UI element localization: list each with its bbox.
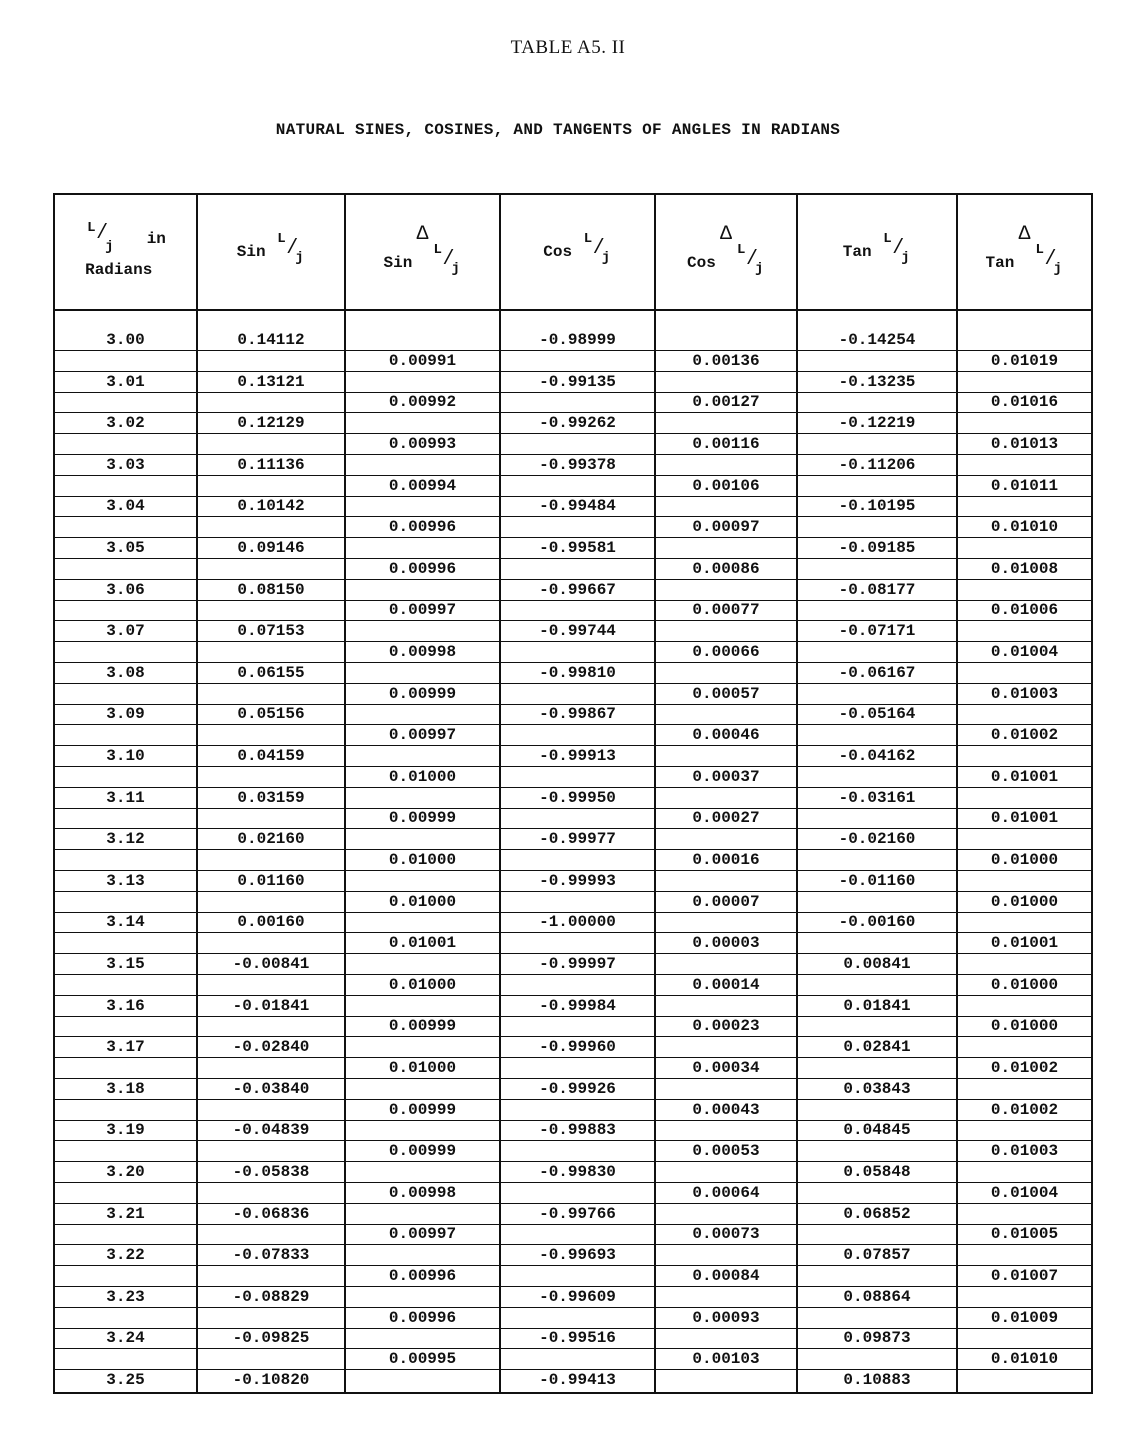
sin-value: 0.07153 — [237, 622, 305, 640]
column-divider — [654, 193, 656, 1394]
delta-sin-value: 0.00996 — [388, 560, 457, 578]
delta-sin-value: 0.00996 — [388, 1267, 457, 1285]
cos-value: -0.99581 — [539, 539, 616, 557]
tan-value: 0.04845 — [843, 1121, 911, 1139]
angle-value: 3.02 — [106, 414, 145, 432]
header-cos: Cos L / j — [543, 231, 611, 266]
angle-value: 3.24 — [106, 1329, 145, 1347]
delta-cos-value: 0.00103 — [692, 1350, 760, 1368]
tan-value: -0.09185 — [838, 539, 916, 557]
sin-value: 0.08150 — [237, 581, 305, 599]
header-divider — [53, 309, 1093, 311]
delta-tan-value: 0.01001 — [990, 809, 1059, 827]
delta-sin-value: 0.01000 — [388, 976, 457, 994]
row-rule — [55, 724, 1091, 725]
delta-cos-value: 0.00037 — [692, 768, 760, 786]
cos-value: -0.98999 — [539, 331, 616, 349]
row-rule — [55, 1328, 1091, 1329]
row-rule — [55, 412, 1091, 413]
tan-value: 0.05848 — [843, 1163, 911, 1181]
delta-sin-value: 0.00999 — [388, 1142, 457, 1160]
delta-cos-value: 0.00053 — [692, 1142, 760, 1160]
delta-sin-value: 0.01000 — [388, 851, 457, 869]
delta-cos-value: 0.00093 — [692, 1309, 760, 1327]
delta-tan-value: 0.01000 — [990, 976, 1059, 994]
sin-value: -0.02840 — [232, 1038, 310, 1056]
cos-value: -0.99378 — [539, 456, 616, 474]
sin-value: 0.13121 — [237, 373, 305, 391]
delta-icon: Δ — [416, 223, 429, 246]
cos-value: -0.99766 — [539, 1205, 616, 1223]
row-rule — [55, 1348, 1091, 1349]
frac-denominator: j — [901, 250, 910, 266]
header-in: in — [146, 230, 166, 249]
cos-value: -1.00000 — [539, 913, 616, 931]
row-rule — [55, 641, 1091, 642]
delta-tan-value: 0.01003 — [990, 685, 1059, 703]
delta-cos-value: 0.00097 — [692, 518, 760, 536]
angle-value: 3.20 — [106, 1163, 145, 1181]
delta-tan-value: 0.01016 — [990, 393, 1059, 411]
delta-tan-value: 0.01002 — [990, 1101, 1059, 1119]
header-delta-cos: Δ Cos L / j — [686, 223, 764, 277]
delta-cos-value: 0.00106 — [692, 477, 760, 495]
cos-value: -0.99135 — [539, 373, 616, 391]
row-rule — [55, 1140, 1091, 1141]
delta-sin-value: 0.00993 — [388, 435, 457, 453]
tan-value: -0.03161 — [838, 789, 916, 807]
sin-value: 0.02160 — [237, 830, 305, 848]
tan-value: -0.13235 — [838, 373, 916, 391]
sin-value: 0.10142 — [237, 497, 305, 515]
row-rule — [55, 808, 1091, 809]
row-rule — [55, 953, 1091, 954]
delta-tan-value: 0.01001 — [990, 934, 1059, 952]
angle-value: 3.05 — [106, 539, 145, 557]
row-rule — [55, 891, 1091, 892]
header-tan-label: Tan — [842, 243, 872, 261]
delta-cos-value: 0.00084 — [692, 1267, 760, 1285]
delta-cos-value: 0.00043 — [692, 1101, 760, 1119]
delta-sin-value: 0.00995 — [388, 1350, 457, 1368]
row-rule — [55, 516, 1091, 517]
row-rule — [55, 766, 1091, 767]
angle-value: 3.15 — [106, 955, 145, 973]
row-rule — [55, 475, 1091, 476]
angle-value: 3.00 — [106, 331, 145, 349]
angle-value: 3.19 — [106, 1121, 145, 1139]
delta-cos-value: 0.00046 — [692, 726, 760, 744]
header-angle — [55, 195, 196, 309]
cos-value: -0.99913 — [539, 747, 616, 765]
tan-value: 0.09873 — [843, 1329, 911, 1347]
cos-value: -0.99997 — [539, 955, 616, 973]
delta-cos-value: 0.00003 — [692, 934, 760, 952]
row-rule — [55, 1265, 1091, 1266]
delta-icon: Δ — [1018, 223, 1031, 246]
column-divider — [344, 193, 346, 1394]
header-delta-sin-label: Sin — [383, 254, 413, 273]
angle-value: 3.04 — [106, 497, 145, 515]
sin-value: -0.08829 — [232, 1288, 310, 1306]
cos-value: -0.99609 — [539, 1288, 616, 1306]
row-rule — [55, 745, 1091, 746]
row-rule — [55, 537, 1091, 538]
tan-value: -0.05164 — [838, 705, 916, 723]
row-rule — [55, 350, 1091, 351]
header-delta-tan-label: Tan — [985, 254, 1015, 273]
row-rule — [55, 1099, 1091, 1100]
row-rule — [55, 704, 1091, 705]
cos-value: -0.99744 — [539, 622, 616, 640]
row-rule — [55, 1182, 1091, 1183]
sin-value: 0.04159 — [237, 747, 305, 765]
cos-value: -0.99993 — [539, 872, 616, 890]
row-rule — [55, 496, 1091, 497]
sin-value: 0.11136 — [237, 456, 305, 474]
row-rule — [55, 1120, 1091, 1121]
frac-denominator: j — [105, 239, 114, 255]
row-rule — [55, 1036, 1091, 1037]
header-sin-label: Sin — [236, 243, 266, 261]
tan-value: 0.03843 — [843, 1080, 911, 1098]
cos-value: -0.99262 — [539, 414, 616, 432]
sin-value: -0.10820 — [232, 1371, 310, 1389]
sin-value: 0.06155 — [237, 664, 305, 682]
sin-value: 0.00160 — [237, 913, 305, 931]
delta-sin-value: 0.00998 — [388, 643, 457, 661]
row-rule — [55, 932, 1091, 933]
sin-value: -0.05838 — [232, 1163, 310, 1181]
row-rule — [55, 1016, 1091, 1017]
delta-cos-value: 0.00064 — [692, 1184, 760, 1202]
delta-sin-value: 0.01000 — [388, 1059, 457, 1077]
delta-cos-value: 0.00127 — [692, 393, 760, 411]
row-rule — [55, 600, 1091, 601]
delta-cos-value: 0.00023 — [692, 1017, 760, 1035]
angle-value: 3.21 — [106, 1205, 145, 1223]
row-rule — [55, 1286, 1091, 1287]
cos-value: -0.99950 — [539, 789, 616, 807]
frac-denominator: j — [601, 250, 611, 266]
tan-value: -0.01160 — [838, 872, 916, 890]
tan-value: -0.00160 — [838, 913, 916, 931]
row-rule — [55, 974, 1091, 975]
delta-cos-value: 0.00007 — [692, 893, 760, 911]
angle-value: 3.10 — [106, 747, 145, 765]
row-rule — [55, 620, 1091, 621]
frac-numerator: L — [433, 242, 442, 258]
delta-cos-value: 0.00116 — [692, 435, 760, 453]
delta-sin-value: 0.00999 — [388, 685, 457, 703]
angle-value: 3.12 — [106, 830, 145, 848]
delta-cos-value: 0.00136 — [692, 352, 760, 370]
delta-sin-value: 0.01000 — [388, 768, 457, 786]
delta-tan-value: 0.01000 — [990, 1017, 1059, 1035]
sin-value: -0.01841 — [232, 997, 310, 1015]
sin-value: 0.03159 — [237, 789, 305, 807]
row-rule — [55, 1203, 1091, 1204]
sin-value: -0.06836 — [232, 1205, 310, 1223]
sin-value: -0.03840 — [232, 1080, 310, 1098]
delta-sin-value: 0.00997 — [388, 1225, 457, 1243]
column-divider — [956, 193, 958, 1394]
delta-tan-value: 0.01002 — [990, 726, 1059, 744]
delta-tan-value: 0.01010 — [990, 518, 1059, 536]
angle-value: 3.25 — [106, 1371, 145, 1389]
delta-sin-value: 0.00996 — [388, 518, 457, 536]
frac-numerator: L — [883, 231, 892, 247]
sin-value: 0.01160 — [237, 872, 305, 890]
delta-cos-value: 0.00086 — [692, 560, 760, 578]
sin-value: 0.05156 — [237, 705, 305, 723]
cos-value: -0.99830 — [539, 1163, 616, 1181]
cos-value: -0.99883 — [539, 1121, 616, 1139]
sin-value: 0.09146 — [237, 539, 305, 557]
delta-tan-value: 0.01000 — [990, 851, 1059, 869]
angle-value: 3.01 — [106, 373, 145, 391]
angle-value: 3.03 — [106, 456, 145, 474]
cos-value: -0.99693 — [539, 1246, 616, 1264]
header-sin: Sin L / j — [236, 231, 304, 266]
sin-value: -0.04839 — [232, 1121, 310, 1139]
delta-tan-value: 0.01000 — [990, 893, 1059, 911]
header-radians: Radians — [85, 261, 153, 279]
cos-value: -0.99977 — [539, 830, 616, 848]
tan-value: 0.07857 — [843, 1246, 911, 1264]
row-rule — [55, 392, 1091, 393]
delta-sin-value: 0.00992 — [388, 393, 457, 411]
delta-cos-value: 0.00016 — [692, 851, 760, 869]
angle-value: 3.11 — [106, 789, 145, 807]
tan-value: 0.02841 — [843, 1038, 911, 1056]
row-rule — [55, 828, 1091, 829]
tan-value: -0.10195 — [838, 497, 916, 515]
tan-value: -0.04162 — [838, 747, 916, 765]
delta-sin-value: 0.01000 — [388, 893, 457, 911]
row-rule — [55, 849, 1091, 850]
cos-value: -0.99960 — [539, 1038, 616, 1056]
angle-value: 3.09 — [106, 705, 145, 723]
cos-value: -0.99926 — [539, 1080, 616, 1098]
row-rule — [55, 1224, 1091, 1225]
tan-value: 0.10883 — [843, 1371, 911, 1389]
delta-icon: Δ — [719, 223, 732, 246]
angle-value: 3.23 — [106, 1288, 145, 1306]
delta-sin-value: 0.00999 — [388, 1101, 457, 1119]
angle-value: 3.14 — [106, 913, 145, 931]
delta-tan-value: 0.01008 — [990, 560, 1059, 578]
tan-value: 0.06852 — [843, 1205, 911, 1223]
delta-sin-value: 0.00991 — [388, 352, 457, 370]
delta-tan-value: 0.01002 — [990, 1059, 1059, 1077]
row-rule — [55, 995, 1091, 996]
sin-value: 0.14112 — [237, 331, 305, 349]
row-rule — [55, 558, 1091, 559]
delta-tan-value: 0.01013 — [990, 435, 1059, 453]
tan-value: 0.01841 — [843, 997, 911, 1015]
sin-value: -0.09825 — [232, 1329, 310, 1347]
delta-sin-value: 0.00999 — [388, 809, 457, 827]
angle-value: 3.16 — [106, 997, 145, 1015]
row-rule — [55, 1078, 1091, 1079]
angle-value: 3.22 — [106, 1246, 145, 1264]
row-rule — [55, 454, 1091, 455]
row-rule — [55, 662, 1091, 663]
tan-value: -0.02160 — [838, 830, 916, 848]
row-rule — [55, 1307, 1091, 1308]
delta-sin-value: 0.00998 — [388, 1184, 457, 1202]
delta-tan-value: 0.01003 — [990, 1142, 1059, 1160]
angle-value: 3.18 — [106, 1080, 145, 1098]
delta-cos-value: 0.00057 — [692, 685, 760, 703]
frac-denominator: j — [295, 250, 304, 266]
cos-value: -0.99484 — [539, 497, 616, 515]
row-rule — [55, 433, 1091, 434]
frac-numerator: L — [737, 242, 746, 258]
cos-value: -0.99810 — [539, 664, 616, 682]
delta-sin-value: 0.00996 — [388, 1309, 457, 1327]
row-rule — [55, 1057, 1091, 1058]
delta-tan-value: 0.01004 — [990, 643, 1059, 661]
frac-numerator: L — [583, 231, 593, 247]
delta-tan-value: 0.01006 — [990, 601, 1059, 619]
angle-value: 3.08 — [106, 664, 145, 682]
delta-tan-value: 0.01005 — [990, 1225, 1059, 1243]
frac-denominator: j — [755, 261, 764, 277]
delta-tan-value: 0.01011 — [990, 477, 1059, 495]
cos-value: -0.99516 — [539, 1329, 616, 1347]
tan-value: 0.08864 — [843, 1288, 911, 1306]
row-rule — [55, 912, 1091, 913]
frac-numerator: L — [277, 231, 286, 247]
delta-cos-value: 0.00034 — [692, 1059, 760, 1077]
delta-tan-value: 0.01009 — [990, 1309, 1059, 1327]
header-tan: Tan L / j — [842, 231, 910, 266]
tan-value: -0.07171 — [838, 622, 916, 640]
header-delta-cos-label: Cos — [686, 254, 716, 273]
header-delta-tan: Δ Tan L / j — [985, 223, 1062, 277]
row-rule — [55, 371, 1091, 372]
header-cos-label: Cos — [543, 243, 573, 261]
angle-fraction: L / j — [87, 220, 114, 255]
tan-value: -0.08177 — [838, 581, 916, 599]
tan-value: -0.12219 — [838, 414, 916, 432]
angle-value: 3.13 — [106, 872, 145, 890]
delta-tan-value: 0.01007 — [990, 1267, 1059, 1285]
delta-cos-value: 0.00077 — [692, 601, 760, 619]
angle-value: 3.06 — [106, 581, 145, 599]
tan-value: -0.06167 — [838, 664, 916, 682]
delta-sin-value: 0.00999 — [388, 1017, 457, 1035]
cos-value: -0.99867 — [539, 705, 616, 723]
delta-cos-value: 0.00073 — [692, 1225, 760, 1243]
angle-value: 3.17 — [106, 1038, 145, 1056]
delta-sin-value: 0.00997 — [388, 601, 457, 619]
tan-value: -0.14254 — [838, 331, 916, 349]
delta-tan-value: 0.01019 — [990, 352, 1059, 370]
row-rule — [55, 579, 1091, 580]
delta-sin-value: 0.00994 — [388, 477, 457, 495]
sin-value: 0.12129 — [237, 414, 305, 432]
row-rule — [55, 787, 1091, 788]
row-rule — [55, 1244, 1091, 1245]
delta-tan-value: 0.01001 — [990, 768, 1059, 786]
tan-value: -0.11206 — [838, 456, 916, 474]
frac-numerator: L — [1035, 242, 1044, 258]
delta-cos-value: 0.00027 — [692, 809, 760, 827]
delta-cos-value: 0.00014 — [692, 976, 760, 994]
row-rule — [55, 870, 1091, 871]
delta-sin-value: 0.01001 — [388, 934, 457, 952]
row-rule — [55, 1369, 1091, 1370]
page-title: NATURAL SINES, COSINES, AND TANGENTS OF ANGLES IN RADIANS — [275, 121, 841, 139]
row-rule — [55, 1161, 1091, 1162]
cos-value: -0.99413 — [539, 1371, 616, 1389]
angle-value: 3.07 — [106, 622, 145, 640]
delta-tan-value: 0.01004 — [990, 1184, 1059, 1202]
table-caption: TABLE A5. II — [510, 37, 626, 58]
sin-value: -0.07833 — [232, 1246, 310, 1264]
header-delta-sin: Δ Sin L / j — [383, 223, 460, 277]
delta-sin-value: 0.00997 — [388, 726, 457, 744]
sin-value: -0.00841 — [232, 955, 310, 973]
cos-value: -0.99667 — [539, 581, 616, 599]
frac-numerator: L — [87, 220, 96, 236]
row-rule — [55, 683, 1091, 684]
tan-value: 0.00841 — [843, 955, 911, 973]
frac-denominator: j — [451, 261, 460, 277]
delta-tan-value: 0.01010 — [990, 1350, 1059, 1368]
cos-value: -0.99984 — [539, 997, 616, 1015]
delta-cos-value: 0.00066 — [692, 643, 760, 661]
frac-denominator: j — [1053, 261, 1062, 277]
